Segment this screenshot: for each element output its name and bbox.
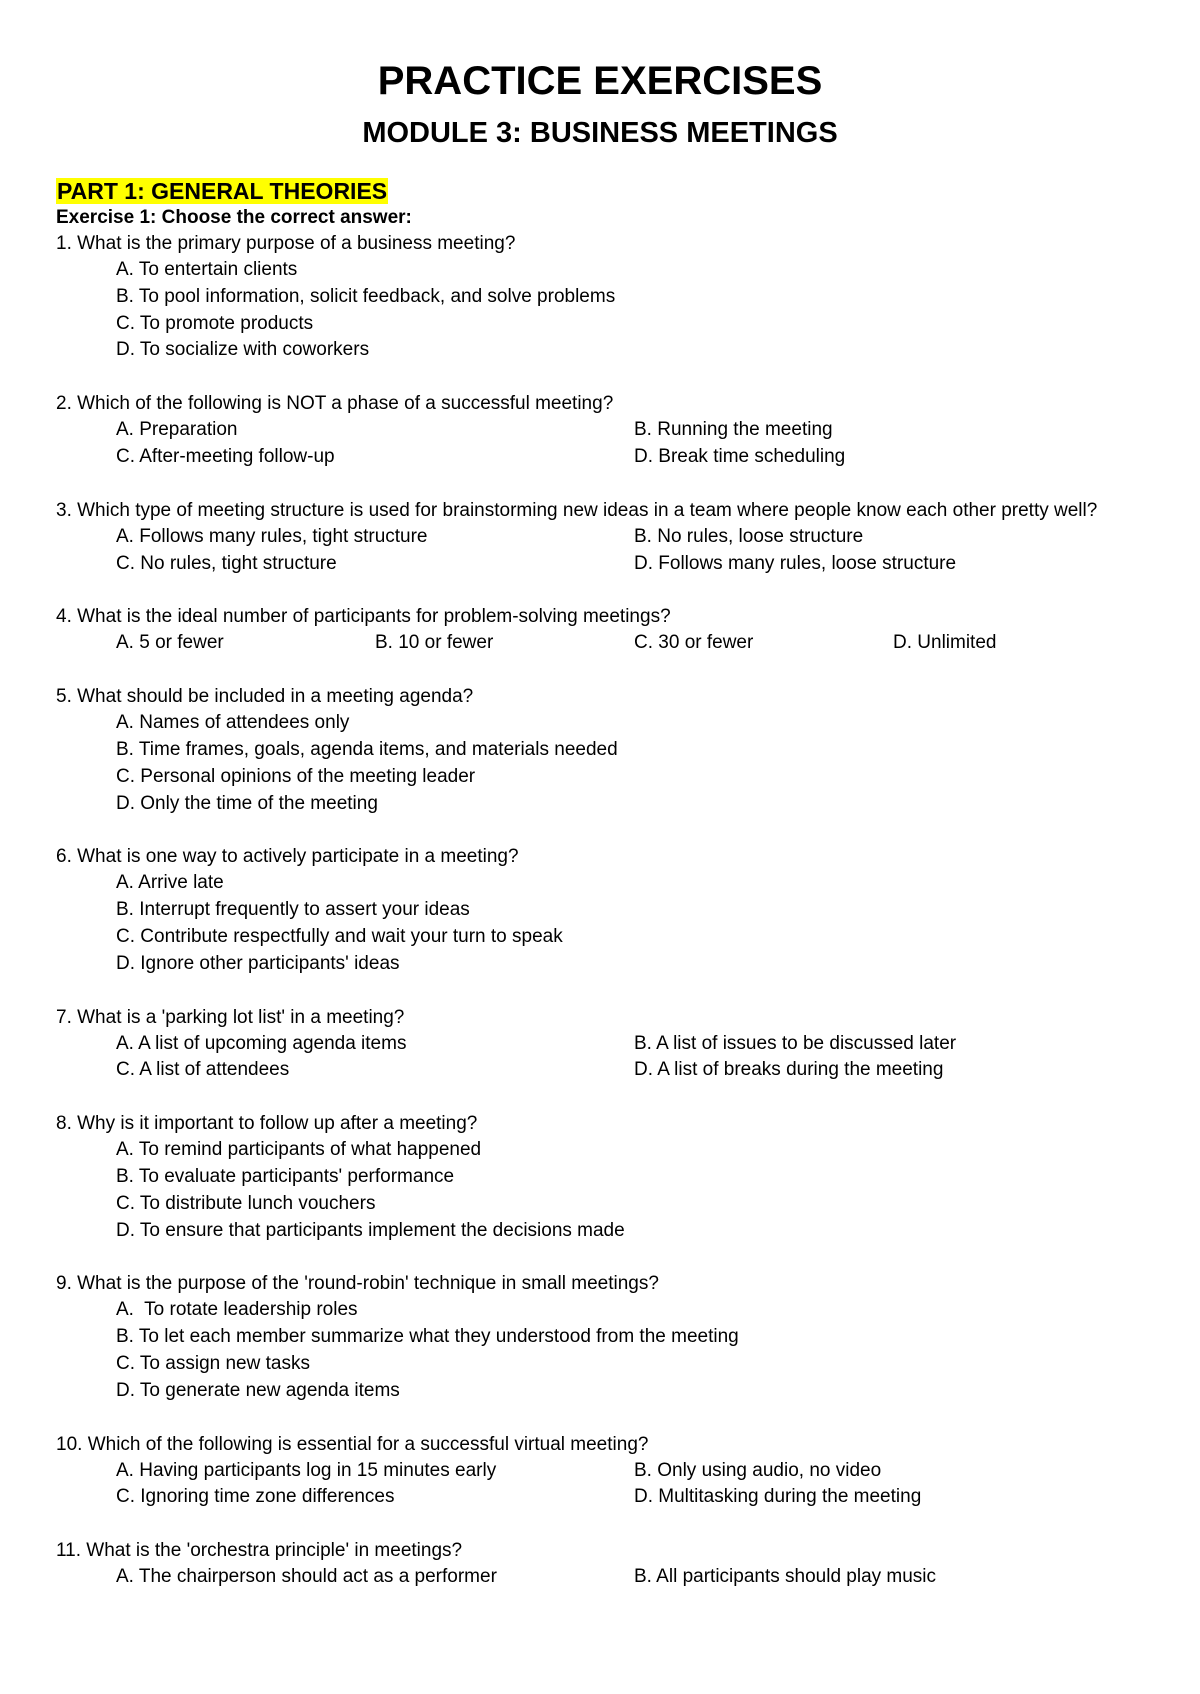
option: D. Multitasking during the meeting: [634, 1486, 922, 1508]
option-grid: [56, 1031, 1144, 1085]
option: D. Ignore other participants' ideas: [116, 952, 400, 974]
option: B. No rules, loose structure: [634, 525, 864, 547]
question-text: 7. What is a 'parking lot list' in a meeting?: [56, 1006, 405, 1028]
option-grid: [56, 524, 1144, 578]
question-text: 8. Why is it important to follow up after a meeting?: [56, 1113, 478, 1135]
option: C. 30 or fewer: [634, 632, 754, 654]
option: C. After-meeting follow-up: [116, 445, 335, 467]
question-text: 3. Which type of meeting structure is used for brainstorming new ideas in a team where people know each other pretty well?: [56, 499, 1098, 521]
option: C. No rules, tight structure: [116, 552, 337, 574]
option: D. Unlimited: [893, 632, 997, 654]
option: A. Preparation: [116, 419, 238, 441]
part-heading: [56, 178, 1144, 205]
option-grid: [56, 417, 1144, 471]
option: C. To assign new tasks: [116, 1352, 310, 1374]
question-2: [56, 391, 1144, 471]
option: D. A list of breaks during the meeting: [634, 1059, 944, 1081]
question-3: [56, 498, 1144, 578]
option: A. Arrive late: [116, 872, 224, 894]
option: D. To generate new agenda items: [116, 1379, 400, 1401]
option: B. Interrupt frequently to assert your ideas: [116, 899, 470, 921]
option: A. To remind participants of what happened: [116, 1139, 482, 1161]
question-text: 9. What is the purpose of the 'round-robin' technique in small meetings?: [56, 1273, 659, 1295]
part-heading-highlight: PART 1: GENERAL THEORIES: [57, 178, 388, 204]
option-list: [56, 1137, 1144, 1244]
question-5: [56, 684, 1144, 817]
option: C. Ignoring time zone differences: [116, 1486, 395, 1508]
question-6: [56, 844, 1144, 977]
option: A. The chairperson should act as a performer: [116, 1566, 497, 1588]
page-title: PRACTICE EXERCISES: [377, 59, 823, 103]
question-text: 4. What is the ideal number of participants for problem-solving meetings?: [56, 606, 671, 628]
option: D. Only the time of the meeting: [116, 792, 378, 814]
option-list: [56, 870, 1144, 977]
option: B. To let each member summarize what they understood from the meeting: [116, 1326, 739, 1348]
option: A. Having participants log in 15 minutes early: [116, 1459, 497, 1481]
question-text: 2. Which of the following is NOT a phase of a successful meeting?: [56, 393, 614, 415]
option-list: [56, 257, 1144, 364]
question-11: [56, 1538, 1144, 1591]
question-text: 1. What is the primary purpose of a business meeting?: [56, 233, 516, 254]
option: A. Follows many rules, tight structure: [116, 525, 428, 547]
option: A. To entertain clients: [116, 259, 298, 280]
option: D. To ensure that participants implement the decisions made: [116, 1219, 625, 1241]
option: C. Personal opinions of the meeting leader: [116, 765, 476, 787]
question-text: 11. What is the 'orchestra principle' in meetings?: [56, 1540, 463, 1562]
option: A. To rotate leadership roles: [116, 1299, 358, 1321]
option: B. Time frames, goals, agenda items, and materials needed: [116, 738, 618, 760]
option: B. All participants should play music: [634, 1566, 937, 1588]
question-text: 6. What is one way to actively participate in a meeting?: [56, 846, 519, 868]
exercise-heading: Exercise 1: Choose the correct answer:: [56, 207, 412, 228]
question-9: [56, 1271, 1144, 1404]
option: B. To pool information, solicit feedback, and solve problems: [116, 285, 616, 307]
question-10: [56, 1432, 1144, 1512]
question-text: 10. Which of the following is essential for a successful virtual meeting?: [56, 1433, 649, 1455]
option: B. To evaluate participants' performance: [116, 1165, 455, 1187]
question-7: [56, 1005, 1144, 1085]
option-row: [56, 630, 1144, 657]
question-8: [56, 1111, 1144, 1244]
option: C. Contribute respectfully and wait your turn to speak: [116, 925, 563, 947]
option: A. 5 or fewer: [116, 632, 224, 654]
option: B. A list of issues to be discussed later: [634, 1032, 957, 1054]
option: B. Only using audio, no video: [634, 1459, 882, 1481]
option: A. Names of attendees only: [116, 712, 350, 734]
option-list: [56, 710, 1144, 817]
option-grid: [56, 1458, 1144, 1512]
option: C. A list of attendees: [116, 1059, 290, 1081]
question-text: 5. What should be included in a meeting agenda?: [56, 686, 474, 708]
option: D. To socialize with coworkers: [116, 339, 370, 361]
option: B. 10 or fewer: [375, 632, 494, 654]
question-1: [56, 231, 1144, 364]
option: C. To distribute lunch vouchers: [116, 1192, 376, 1214]
module-subtitle: MODULE 3: BUSINESS MEETINGS: [362, 117, 838, 149]
option: D. Follows many rules, loose structure: [634, 552, 957, 574]
option: D. Break time scheduling: [634, 445, 846, 467]
option: C. To promote products: [116, 312, 314, 334]
option: A. A list of upcoming agenda items: [116, 1032, 407, 1054]
option: B. Running the meeting: [634, 419, 833, 441]
option-list: [56, 1297, 1144, 1404]
option-grid: [56, 1564, 1144, 1591]
question-4: [56, 604, 1144, 657]
